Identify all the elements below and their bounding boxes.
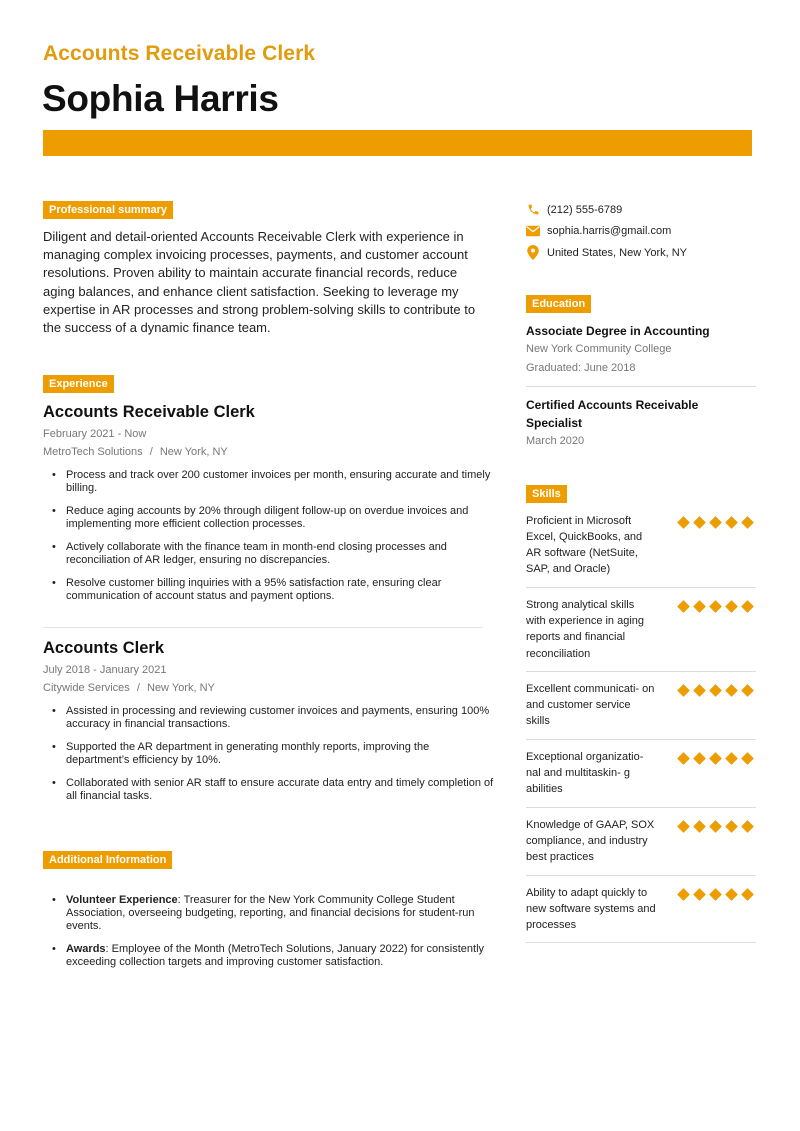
rating-diamond-icon	[724, 752, 738, 766]
education-divider	[526, 386, 756, 387]
rating-diamond-icon	[676, 752, 690, 766]
job-location: New York, NY	[159, 446, 228, 458]
additional-info-text: : Treasurer for the New York Community College Student Association, overseeing budgeting, reporting, and financial decisions for student-run events.	[66, 894, 475, 932]
skill-rating	[676, 681, 756, 730]
job-separator: /	[149, 446, 153, 458]
rating-diamond-icon	[692, 888, 706, 902]
rating-diamond-icon	[708, 516, 722, 530]
job-bullet: • Actively collaborate with the finance team in month-end closing processes and reconciliation of AR ledger, ensuring no discrepancies.	[43, 541, 495, 567]
job-bullet: • Reduce aging accounts by 20% through diligent follow-up on overdue invoices and implementing more efficient collection processes.	[43, 505, 495, 531]
skill-rating	[676, 513, 756, 578]
left-column	[43, 200, 495, 337]
skill-item	[526, 504, 756, 588]
location-value: United States, New York, NY	[547, 246, 688, 259]
additional-info-item	[43, 943, 495, 969]
job-bullet: • Collaborated with senior AR staff to ensure accurate data entry and timely completion of all financial tasks.	[43, 777, 495, 803]
skill-rating	[676, 597, 756, 662]
education-heading: Education	[526, 295, 591, 313]
rating-diamond-icon	[724, 820, 738, 834]
skill-text: Excellent communicati- on and customer service skills	[526, 682, 655, 728]
job-divider	[43, 627, 483, 628]
job-bullet: • Assisted in processing and reviewing customer invoices and payments, ensuring 100% accuracy in financial transactions.	[43, 705, 495, 731]
rating-diamond-icon	[740, 600, 754, 614]
skill-rating	[676, 885, 756, 934]
contact-location	[526, 242, 756, 264]
skills-section	[526, 484, 756, 944]
skill-text: Strong analytical skills with experience in aging reports and financial reconciliation	[526, 598, 645, 660]
skill-text: Ability to adapt quickly to new software systems and processes	[526, 886, 656, 932]
rating-diamond-icon	[740, 888, 754, 902]
rating-diamond-icon	[724, 684, 738, 698]
additional-info-list	[43, 894, 495, 969]
education-title: Associate Degree in Accounting	[526, 323, 710, 338]
job-separator: /	[136, 682, 140, 694]
skill-rating	[676, 817, 756, 866]
education-entry	[526, 322, 756, 378]
rating-diamond-icon	[676, 820, 690, 834]
rating-diamond-icon	[692, 820, 706, 834]
job-company: MetroTech Solutions	[43, 446, 143, 458]
skills-heading: Skills	[526, 485, 567, 503]
rating-diamond-icon	[724, 516, 738, 530]
envelope-icon	[526, 224, 540, 238]
job-location: New York, NY	[147, 682, 215, 694]
phone-value: (212) 555-6789	[547, 203, 623, 216]
skill-item	[526, 588, 756, 672]
summary-section	[43, 200, 495, 337]
experience-heading: Experience	[43, 375, 114, 393]
education-entry	[526, 396, 756, 451]
job-dates: February 2021 - Now	[43, 428, 147, 440]
skills-list	[526, 504, 756, 944]
job-title: Accounts Receivable Clerk	[43, 403, 255, 421]
header-accent-bar	[43, 130, 752, 156]
contact-email	[526, 221, 756, 243]
additional-info-item	[43, 894, 495, 933]
job-entry	[43, 639, 495, 813]
education-title: Certified Accounts Receivable Specialist	[526, 397, 699, 430]
rating-diamond-icon	[676, 600, 690, 614]
rating-diamond-icon	[740, 516, 754, 530]
skill-text: Exceptional organizatio- nal and multitaskin- g abilities	[526, 750, 644, 796]
experience-section	[43, 374, 495, 613]
rating-diamond-icon	[708, 820, 722, 834]
rating-diamond-icon	[740, 752, 754, 766]
rating-diamond-icon	[708, 888, 722, 902]
rating-diamond-icon	[724, 600, 738, 614]
right-column	[526, 199, 756, 943]
job-bullet: • Resolve customer billing inquiries with a 95% satisfaction rate, ensuring clear communication of account status and payment options.	[43, 577, 495, 603]
additional-info-text: : Employee of the Month (MetroTech Solutions, January 2022) for consistently exceeding collection targets and improving customer satisfaction.	[66, 943, 485, 968]
contact-phone	[526, 199, 756, 221]
skill-text: Proficient in Microsoft Excel, QuickBooks, and AR software (NetSuite, SAP, and Oracle)	[526, 514, 643, 576]
rating-diamond-icon	[708, 684, 722, 698]
job-title: Accounts Clerk	[43, 639, 165, 657]
rating-diamond-icon	[692, 600, 706, 614]
rating-diamond-icon	[740, 684, 754, 698]
education-date: Graduated: June 2018	[526, 361, 636, 374]
skill-item	[526, 808, 756, 876]
header-job-title: Accounts Receivable Clerk	[43, 42, 316, 65]
additional-info-heading: Additional Information	[43, 851, 172, 869]
rating-diamond-icon	[740, 820, 754, 834]
email-value: sophia.harris@gmail.com	[547, 225, 672, 238]
summary-text: Diligent and detail-oriented Accounts Receivable Clerk with experience in managing complex invoicing processes, payments, and customer account resolutions. Proven ability to maintain accurate financial records, reduce aging balances, and enhance client satisfaction. Seeking to leverage my expertise in AR processes and strong problem-solving skills to contribute to the success of a dynamic finance team.	[43, 229, 476, 336]
summary-heading: Professional summary	[43, 201, 173, 219]
job-bullets	[43, 705, 495, 803]
education-date: March 2020	[526, 434, 585, 447]
skill-item	[526, 740, 756, 808]
job-bullet: • Supported the AR department in generating monthly reports, improving the department’s efficiency by 10%.	[43, 741, 495, 767]
candidate-name: Sophia Harris	[42, 78, 279, 119]
additional-info-section	[43, 850, 495, 979]
rating-diamond-icon	[708, 600, 722, 614]
rating-diamond-icon	[692, 684, 706, 698]
job-bullets	[43, 469, 495, 603]
job-bullet: • Process and track over 200 customer invoices per month, ensuring accurate and timely billing.	[43, 469, 495, 495]
additional-info-label: Awards	[66, 943, 106, 955]
phone-icon	[526, 203, 540, 217]
job-dates: July 2018 - January 2021	[43, 664, 167, 676]
skill-text: Knowledge of GAAP, SOX compliance, and industry best practices	[526, 818, 655, 864]
additional-info-label: Volunteer Experience	[66, 894, 178, 906]
contact-section	[526, 199, 756, 264]
job-entry	[43, 403, 495, 603]
rating-diamond-icon	[676, 516, 690, 530]
rating-diamond-icon	[676, 684, 690, 698]
skill-item	[526, 672, 756, 740]
rating-diamond-icon	[708, 752, 722, 766]
skill-item	[526, 876, 756, 944]
job-company-location	[43, 682, 495, 694]
rating-diamond-icon	[692, 516, 706, 530]
rating-diamond-icon	[692, 752, 706, 766]
education-section	[526, 294, 756, 451]
education-school: New York Community College	[526, 342, 672, 355]
job-company: Citywide Services	[43, 682, 130, 694]
job-company-location	[43, 446, 495, 458]
skill-rating	[676, 749, 756, 798]
rating-diamond-icon	[724, 888, 738, 902]
map-pin-icon	[526, 246, 540, 260]
rating-diamond-icon	[676, 888, 690, 902]
